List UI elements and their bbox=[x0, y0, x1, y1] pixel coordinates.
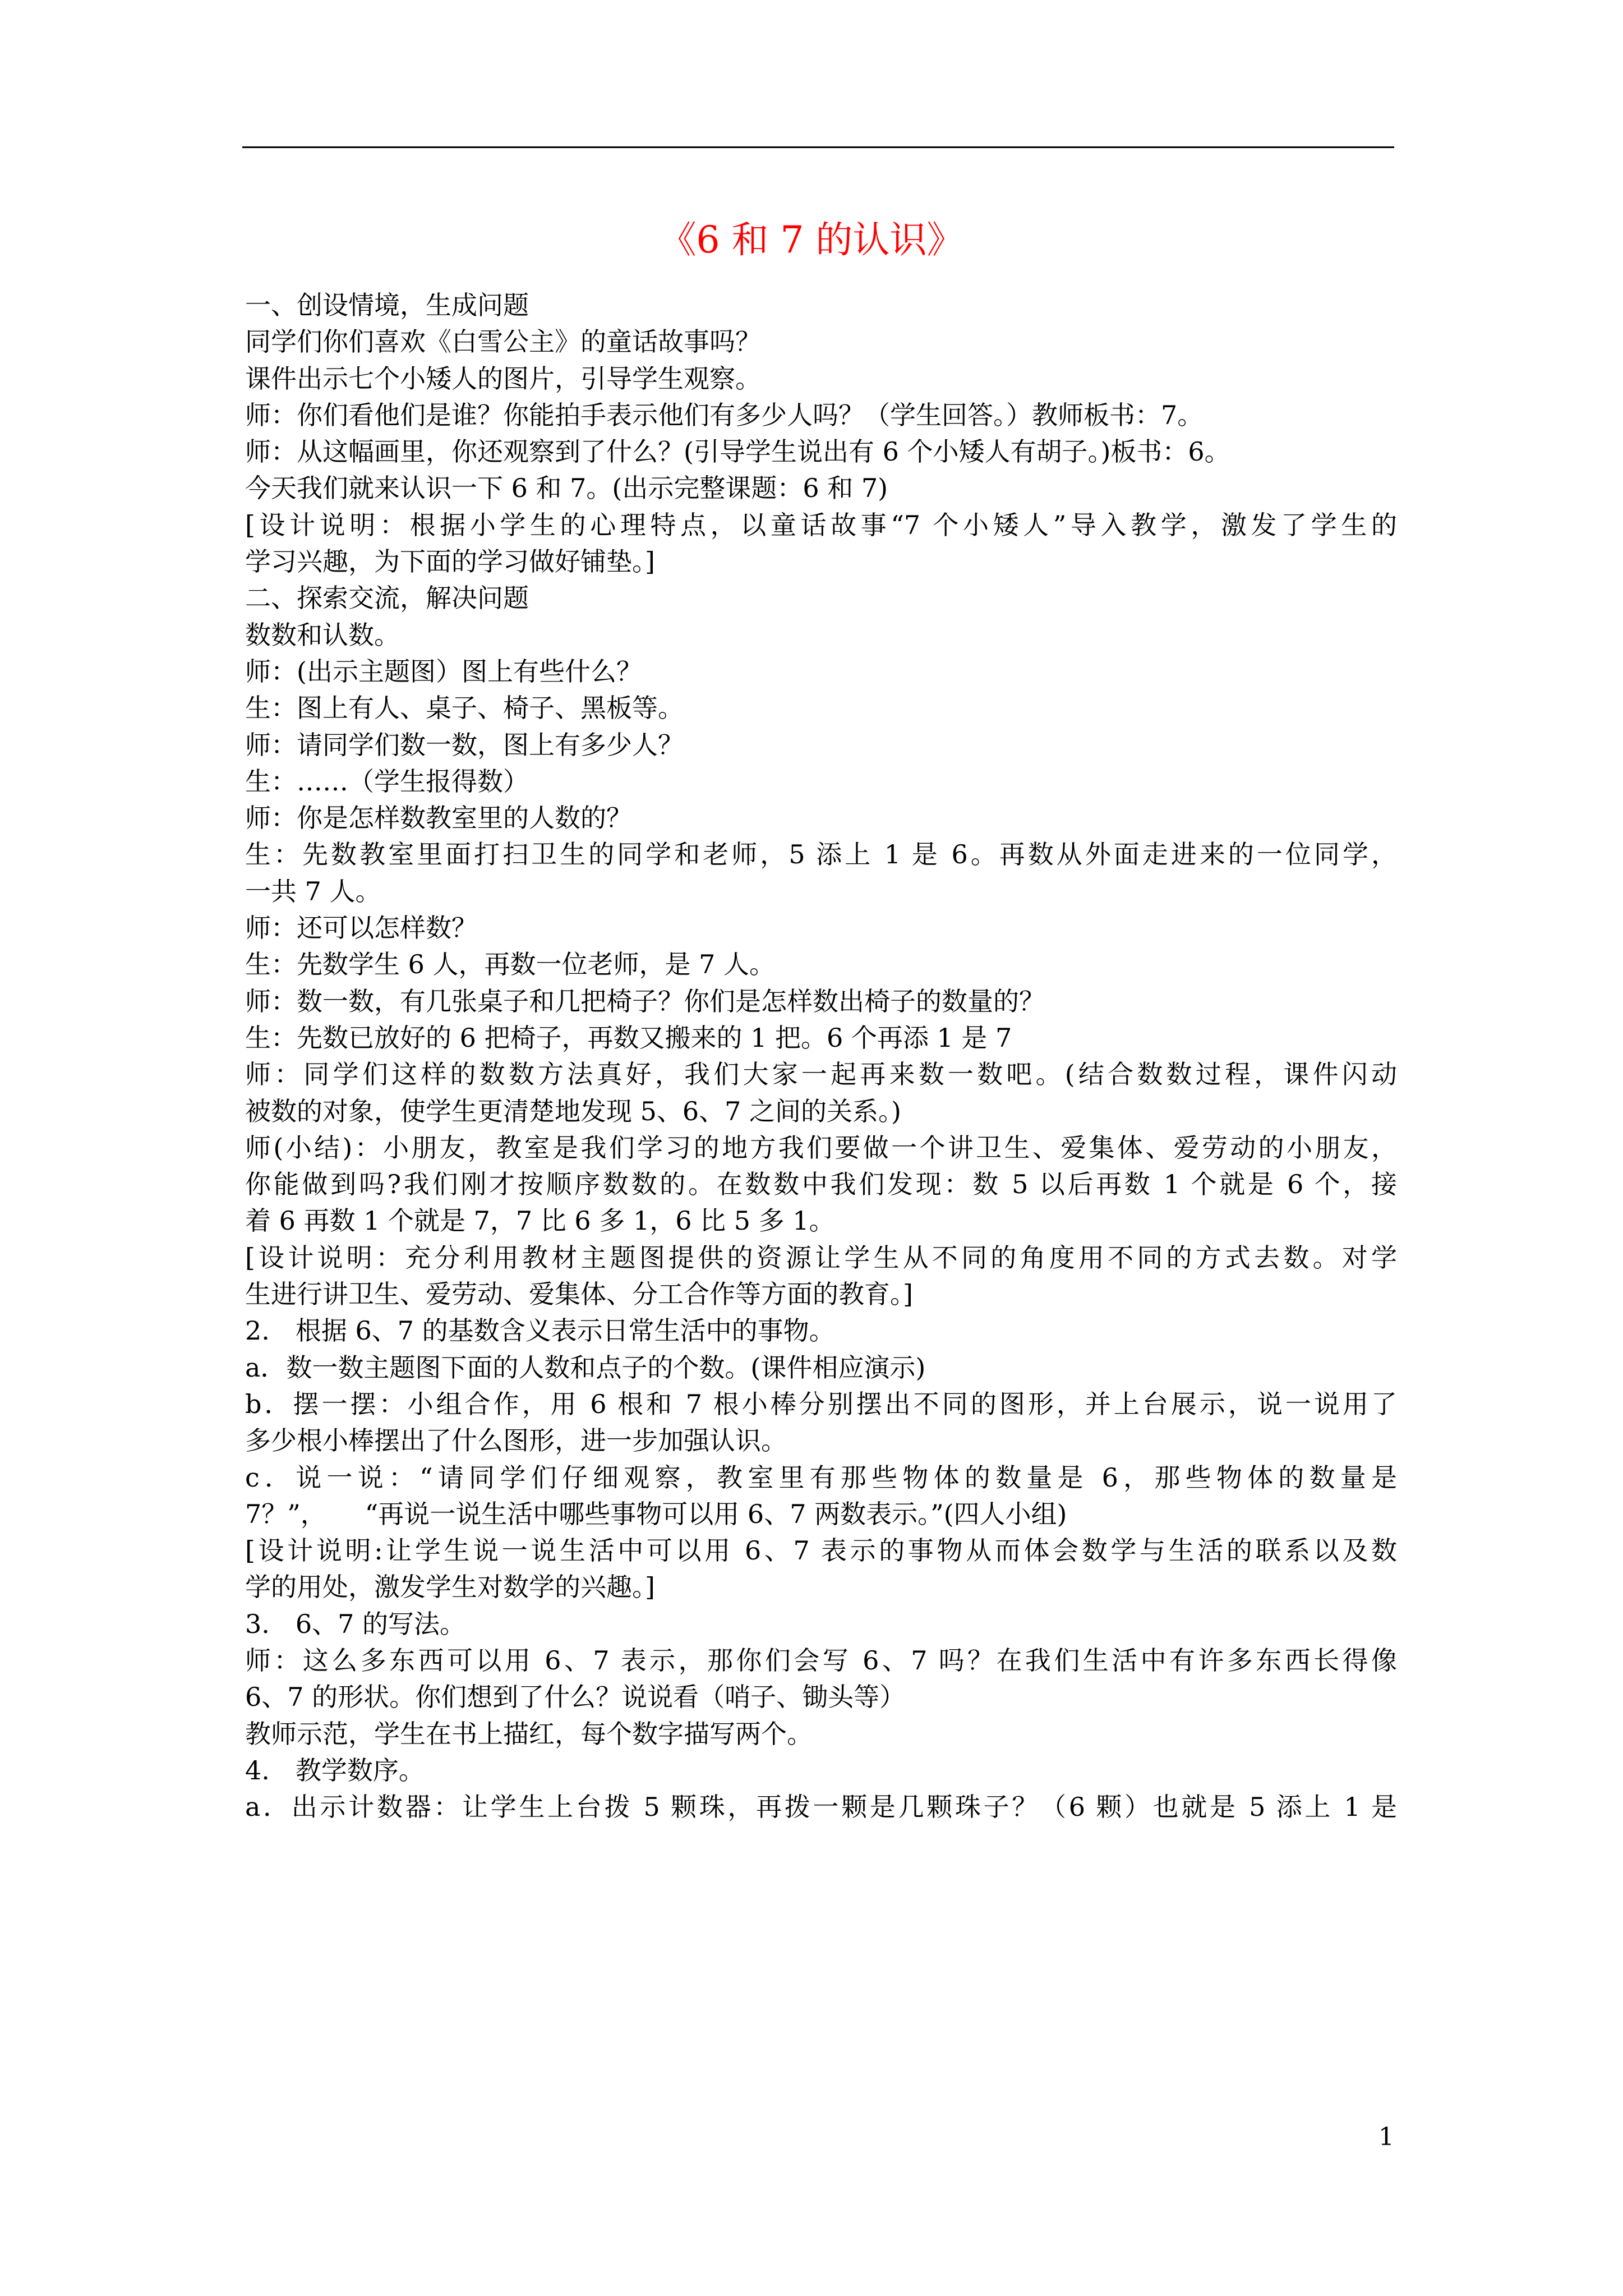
paragraph-line: 师：同学们这样的数数方法真好，我们大家一起再来数一数吧。(结合数数过程，课件闪动 bbox=[245, 1059, 1397, 1090]
paragraph-line: 数数和认数。 bbox=[245, 619, 400, 650]
paragraph-line: 学的用处，激发学生对数学的兴趣。] bbox=[245, 1572, 655, 1603]
paragraph-line: 生：图上有人、桌子、椅子、黑板等。 bbox=[245, 693, 684, 724]
paragraph-line: 师：还可以怎样数？ bbox=[245, 913, 477, 944]
paragraph-line: 2. 根据 6、7 的基数含义表示日常生活中的事物。 bbox=[245, 1315, 835, 1346]
page-number: 1 bbox=[1378, 2123, 1394, 2151]
paragraph-line: 4. 教学数序。 bbox=[245, 1755, 425, 1786]
paragraph-line: 同学们你们喜欢《白雪公主》的童话故事吗？ bbox=[245, 326, 761, 357]
paragraph-line: 多少根小棒摆出了什么图形，进一步加强认识。 bbox=[245, 1425, 787, 1456]
paragraph-line: b．摆一摆：小组合作，用 6 根和 7 根小棒分别摆出不同的图形，并上台展示，说一说用了 bbox=[245, 1388, 1397, 1419]
document-body bbox=[245, 287, 1397, 1825]
paragraph-line: 课件出示七个小矮人的图片，引导学生观察。 bbox=[245, 363, 761, 394]
paragraph-line: [设计说明:让学生说一说生活中可以用 6、7 表示的事物从而体会数学与生活的联系以及数 bbox=[245, 1535, 1397, 1566]
paragraph-line: 师：(出示主题图）图上有些什么？ bbox=[245, 656, 642, 687]
paragraph-line: [设计说明：根据小学生的心理特点，以童话故事“7 个小矮人”导入教学，激发了学生的 bbox=[245, 509, 1397, 540]
paragraph-line: 师：数一数，有几张桌子和几把椅子？你们是怎样数出椅子的数量的？ bbox=[245, 986, 1045, 1016]
paragraph-line: 一、创设情境，生成问题 bbox=[245, 290, 529, 320]
paragraph-line: 着 6 再数 1 个就是 7，7 比 6 多 1，6 比 5 多 1。 bbox=[245, 1205, 835, 1236]
paragraph-line: 你能做到吗?我们刚才按顺序数数的。在数数中我们发现：数 5 以后再数 1 个就是 6 个，接 bbox=[245, 1169, 1397, 1200]
paragraph-line: 师(小结)：小朋友，教室是我们学习的地方我们要做一个讲卫生、爱集体、爱劳动的小朋友， bbox=[245, 1132, 1397, 1163]
paragraph-line: 二、探索交流，解决问题 bbox=[245, 583, 529, 614]
paragraph-line: 7？”， “再说一说生活中哪些事物可以用 6、7 两数表示。”(四人小组) bbox=[245, 1498, 1067, 1529]
paragraph-line: 生：先数教室里面打扫卫生的同学和老师，5 添上 1 是 6。再数从外面走进来的一位同学， bbox=[245, 839, 1397, 870]
paragraph-line: a．数一数主题图下面的人数和点子的个数。(课件相应演示) bbox=[245, 1352, 926, 1383]
paragraph-line: 今天我们就来认识一下 6 和 7。(出示完整课题：6 和 7) bbox=[245, 473, 888, 504]
paragraph-line: 生：先数学生 6 人，再数一位老师，是 7 人。 bbox=[245, 949, 776, 980]
header-rule bbox=[242, 146, 1394, 148]
paragraph-line: a．出示计数器：让学生上台拨 5 颗珠，再拨一颗是几颗珠子？（6 颗）也就是 5 添上 1 是 bbox=[245, 1792, 1397, 1823]
paragraph-line: 师：你是怎样数教室里的人数的？ bbox=[245, 803, 632, 834]
paragraph-line: 6、7 的形状。你们想到了什么？说说看（哨子、锄头等） bbox=[245, 1682, 906, 1713]
paragraph-line: 3. 6、7 的写法。 bbox=[245, 1608, 466, 1639]
paragraph-line: c．说一说：“请同学们仔细观察，教室里有那些物体的数量是 6，那些物体的数量是 bbox=[245, 1462, 1397, 1493]
paragraph-line: 师：你们看他们是谁？你能拍手表示他们有多少人吗？（学生回答。）教师板书：7。 bbox=[245, 399, 1204, 430]
paragraph-line: 被数的对象，使学生更清楚地发现 5、6、7 之间的关系。) bbox=[245, 1096, 901, 1126]
paragraph-line: 生：……（学生报得数） bbox=[245, 766, 529, 797]
paragraph-line: [设计说明：充分利用教材主题图提供的资源让学生从不同的角度用不同的方式去数。对学 bbox=[245, 1242, 1397, 1273]
paragraph-line: 师：这么多东西可以用 6、7 表示，那你们会写 6、7 吗？在我们生活中有许多东西长得像 bbox=[245, 1645, 1397, 1676]
paragraph-line: 生进行讲卫生、爱劳动、爱集体、分工合作等方面的教育。] bbox=[245, 1279, 913, 1310]
paragraph-line: 师：从这幅画里，你还观察到了什么？(引导学生说出有 6 个小矮人有胡子。)板书：6。 bbox=[245, 436, 1230, 467]
document-title: 《6 和 7 的认识》 bbox=[659, 218, 964, 261]
paragraph-line: 教师示范，学生在书上描红，每个数字描写两个。 bbox=[245, 1718, 813, 1749]
paragraph-line: 师：请同学们数一数，图上有多少人？ bbox=[245, 729, 684, 760]
paragraph-line: 生：先数已放好的 6 把椅子，再数又搬来的 1 把。6 个再添 1 是 7 bbox=[245, 1022, 1012, 1053]
paragraph-line: 学习兴趣，为下面的学习做好铺垫。] bbox=[245, 546, 655, 577]
paragraph-line: 一共 7 人。 bbox=[245, 876, 381, 907]
